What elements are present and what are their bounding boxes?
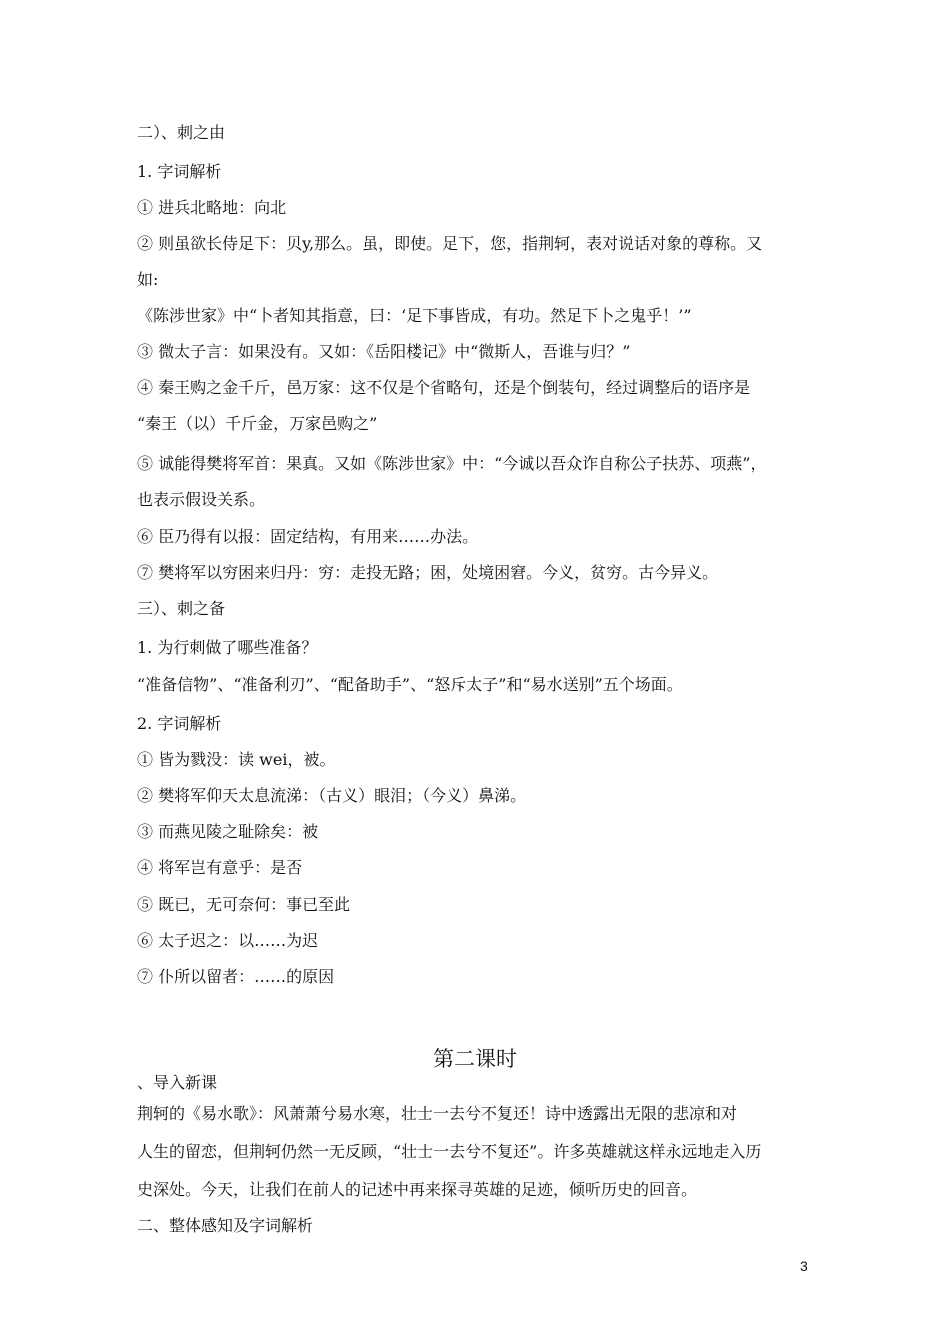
answer-line: “准备信物”、“准备利刃”、“配备助手”、“怒斥太子”和“易水送别”五个场面。 <box>137 675 683 694</box>
list-item: ② 樊将军仰天太息流涕：（古义）眼泪；（今义）鼻涕。 <box>137 786 527 805</box>
paragraph-line: 荆轲的《易水歌》：风萧萧兮易水寒，壮士一去兮不复还！诗中透露出无限的悲凉和对 <box>137 1104 738 1123</box>
section-heading-intro: 、导入新课 <box>137 1073 218 1092</box>
text-line: 如: <box>137 270 159 289</box>
list-item: ④ 将军岂有意乎：是否 <box>137 858 303 877</box>
list-item: ⑥ 太子迟之：以……为迟 <box>137 931 319 950</box>
section-heading-ci-zhi-you: 二）、刺之由 <box>137 123 226 142</box>
list-item: ⑦ 樊将军以穷困来归丹：穷：走投无路；困，处境困窘。今义，贫穷。古今异义。 <box>137 563 719 582</box>
list-item: ③ 微太子言：如果没有。又如：《岳阳楼记》中“微斯人，吾谁与归？” <box>137 342 631 361</box>
list-item: ⑤ 诚能得樊将军首：果真。又如《陈涉世家》中：“今诚以吾众诈自称公子扶苏、项燕”， <box>137 454 767 473</box>
list-item: ① 进兵北略地：向北 <box>137 198 287 217</box>
list-item: ⑦ 仆所以留者：……的原因 <box>137 967 335 986</box>
subheading-word-analysis: 1. 字词解析 <box>137 162 222 181</box>
list-item: ③ 而燕见陵之耻除矣：被 <box>137 822 319 841</box>
text-line: 《陈涉世家》中“卜者知其指意，曰：‘足下事皆成，有功。然足下卜之鬼乎！’” <box>137 306 692 325</box>
question-line: 1. 为行刺做了哪些准备？ <box>137 638 318 657</box>
list-item: ④ 秦王购之金千斤，邑万家：这不仅是个省略句，还是个倒装句，经过调整后的语序是 <box>137 378 751 397</box>
subheading-word-analysis: 2. 字词解析 <box>137 714 222 733</box>
paragraph-line: 史深处。今天，让我们在前人的记述中再来探寻英雄的足迹，倾听历史的回音。 <box>137 1180 698 1199</box>
page-number: 3 <box>800 1258 808 1274</box>
list-item: ① 皆为戮没：读 wei，被。 <box>137 750 336 769</box>
list-item: ⑥ 臣乃得有以报：固定结构，有用来……办法。 <box>137 527 479 546</box>
paragraph-line: 人生的留恋，但荆轲仍然一无反顾，“壮士一去兮不复还”。许多英雄就这样永远地走入历 <box>137 1142 762 1161</box>
section-heading-ci-zhi-bei: 三）、刺之备 <box>137 599 226 618</box>
section-heading-overview: 二、整体感知及字词解析 <box>137 1216 314 1235</box>
list-item: ② 则虽欲长侍足下：贝y,那么。虽，即使。足下，您，指荆轲，表对说话对象的尊称。又 <box>137 234 763 253</box>
list-item: ⑤ 既已，无可奈何：事已至此 <box>137 895 351 914</box>
lesson-title: 第二课时 <box>433 1047 517 1071</box>
text-line: 也表示假设关系。 <box>137 490 266 509</box>
text-line: “秦王（以）千斤金，万家邑购之” <box>137 414 378 433</box>
